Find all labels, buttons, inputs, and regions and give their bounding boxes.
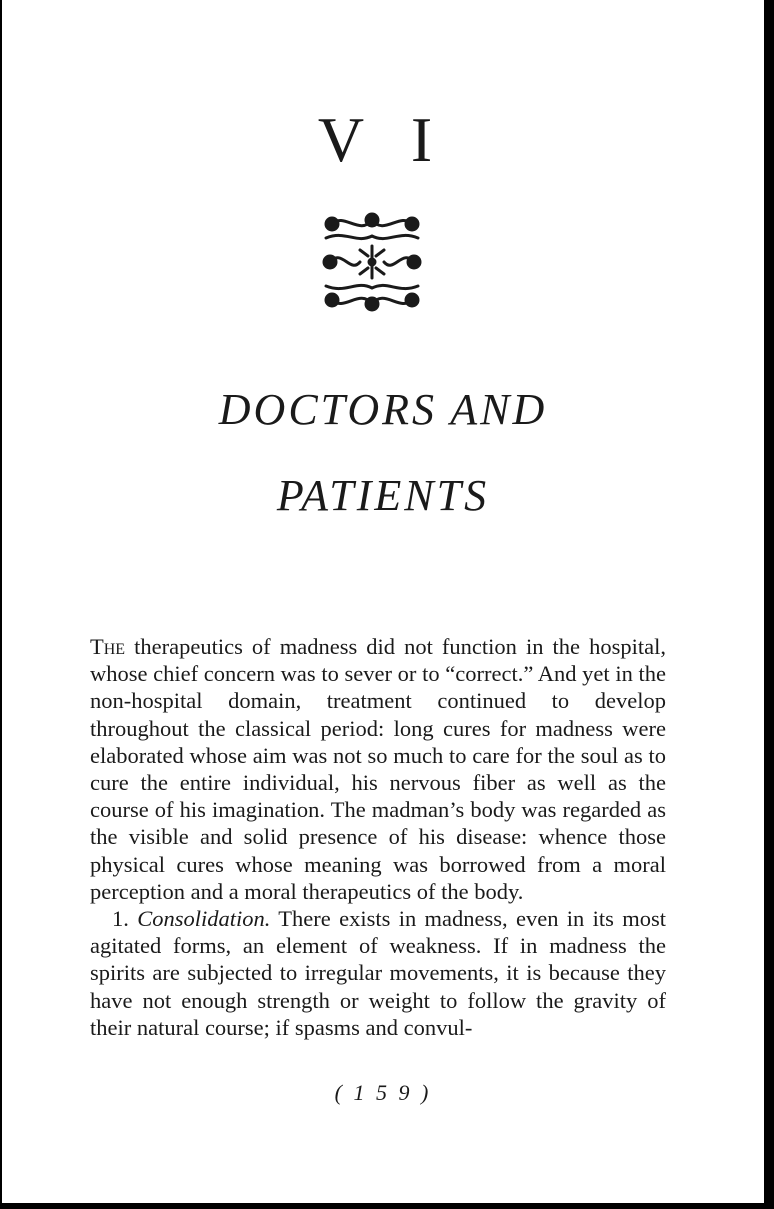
paragraph-2 bbox=[90, 905, 666, 1041]
paragraph-2-text: There exists in madness, even in its most agitated forms, an element of weakness. If in madness the spirits are subjected to irregular movements, it is because they have not enough strength or weight to follow the gravity of their natural course; if spasms and convul- bbox=[90, 906, 666, 1040]
chapter-number: V I bbox=[317, 104, 449, 175]
paragraph-lead-word: The bbox=[90, 634, 126, 659]
page-number: ( 1 5 9 ) bbox=[334, 1080, 432, 1105]
paragraph-1-text: therapeutics of madness did not function in the hospital, whose chief concern was to sever or to “correct.” And yet in the non-hospital domain, treatment continued to develop throughout the classical period: long cures for madness were elaborated whose aim was not so much to care for the soul as to cure the entire individual, his nervous fiber as well as the course of his imagination. The madman’s body was regarded as the visible and solid presence of his disease: whence those physical cures whose meaning was borrowed from a moral perception and a moral therapeutics of the body. bbox=[90, 634, 666, 904]
section-number: 1. bbox=[112, 906, 129, 932]
fleuron-ornament-icon bbox=[320, 210, 424, 314]
paragraph-1 bbox=[90, 633, 666, 905]
chapter-title-line-2: PATIENTS bbox=[276, 471, 490, 520]
section-heading: Consolidation. bbox=[137, 906, 271, 932]
chapter-title-line-1: DOCTORS AND bbox=[218, 385, 548, 434]
book-page bbox=[2, 0, 764, 1203]
body-text bbox=[90, 633, 666, 1041]
